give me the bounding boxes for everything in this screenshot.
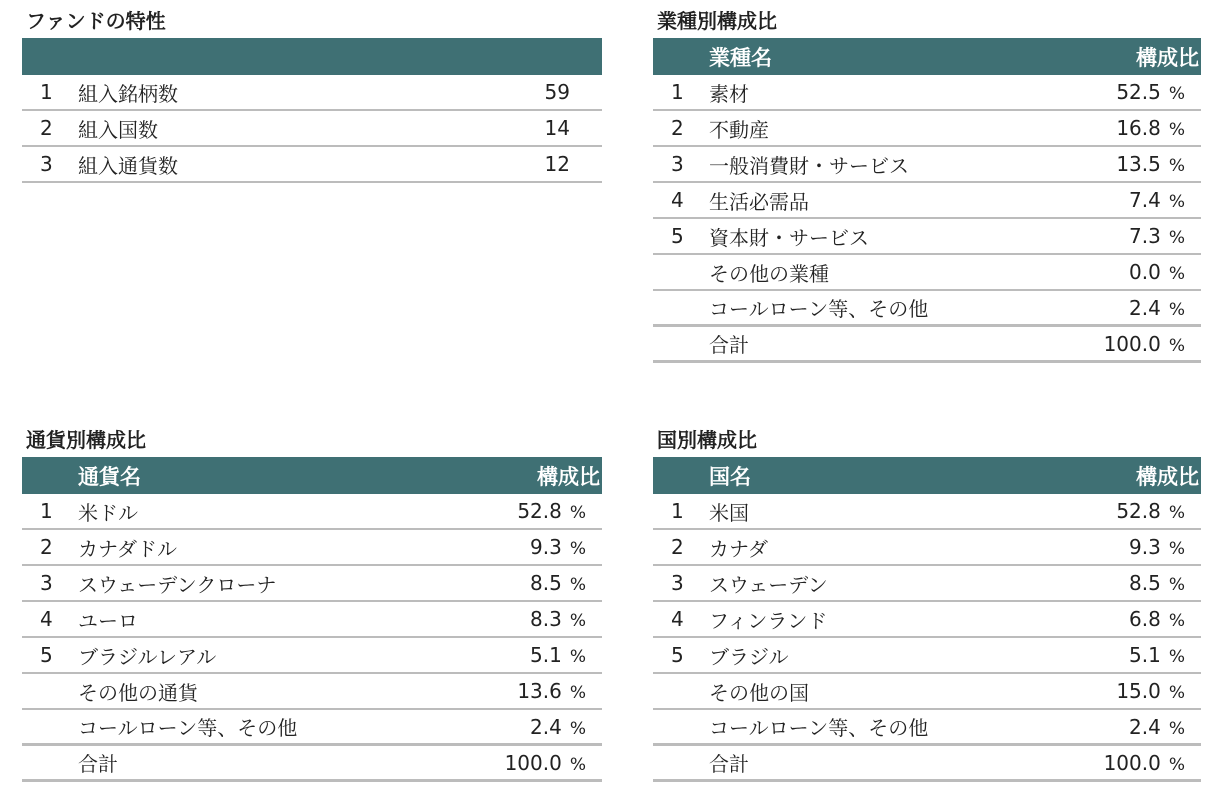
row-name: 組入通貨数 [78, 153, 178, 178]
row-number: 2 [40, 116, 53, 140]
row-name: その他の業種 [709, 261, 829, 286]
row-number: 1 [40, 499, 53, 523]
fund-features-title: ファンドの特性 [26, 9, 166, 33]
row-value: 100.0 % [504, 750, 586, 775]
table-row [22, 147, 602, 183]
row-name: カナダ [709, 536, 768, 561]
row-value: 5.1 % [1129, 643, 1185, 667]
table-row [22, 674, 602, 710]
table-row [653, 75, 1201, 111]
row-name: 組入銘柄数 [78, 81, 178, 106]
industry-panel [653, 4, 1201, 363]
row-value: 52.8 % [1116, 499, 1185, 523]
table-row [653, 566, 1201, 602]
row-name: 米国 [709, 500, 749, 525]
row-name: コールローン等、その他 [78, 716, 298, 740]
row-value: 13.6 % [517, 679, 586, 703]
row-number: 3 [671, 571, 684, 595]
table-row [22, 530, 602, 566]
table-row [653, 674, 1201, 710]
fund-features-panel [22, 4, 602, 183]
row-name: ユーロ [78, 608, 138, 633]
row-name: ブラジルレアル [78, 644, 217, 669]
row-name: 素材 [709, 81, 749, 106]
table-row [653, 638, 1201, 674]
row-number: 4 [671, 188, 684, 212]
row-number: 4 [671, 607, 684, 631]
row-value: 2.4 % [1129, 714, 1185, 739]
row-value: 52.8 % [517, 499, 586, 523]
row-name: フィンランド [709, 608, 828, 633]
total-row [653, 327, 1201, 363]
row-value: 52.5 % [1116, 80, 1185, 104]
row-number: 2 [40, 535, 53, 559]
row-value: 7.4 % [1129, 188, 1185, 212]
row-number: 4 [40, 607, 53, 631]
table-row [653, 183, 1201, 219]
table-row [22, 566, 602, 602]
row-name: その他の国 [709, 680, 809, 705]
row-name: 合計 [78, 752, 118, 776]
row-number: 2 [671, 535, 684, 559]
row-value: 8.3 % [530, 607, 586, 631]
row-value: 2.4 % [530, 714, 586, 739]
row-number: 1 [40, 80, 53, 104]
header-name: 国名 [709, 464, 751, 489]
row-value: 9.3 % [530, 535, 586, 559]
row-name: 生活必需品 [709, 189, 809, 214]
header-name: 業種名 [709, 45, 772, 70]
table-row [653, 530, 1201, 566]
row-value: 100.0 % [1103, 750, 1185, 775]
total-row [22, 746, 602, 782]
row-name: スウェーデンクローナ [78, 572, 277, 597]
row-value: 14 [544, 116, 570, 140]
row-value: 59 [544, 80, 570, 104]
country-title: 国別構成比 [657, 428, 757, 452]
industry-header [653, 38, 1201, 75]
industry-title: 業種別構成比 [657, 9, 777, 33]
row-value: 16.8 % [1116, 116, 1185, 140]
row-value: 9.3 % [1129, 535, 1185, 559]
row-number: 3 [40, 571, 53, 595]
fund-features-header [22, 38, 602, 75]
row-number: 5 [671, 224, 684, 248]
row-value: 100.0 % [1103, 331, 1185, 356]
row-value: 12 [544, 152, 570, 176]
row-number: 5 [40, 643, 53, 667]
row-value: 8.5 % [1129, 571, 1185, 595]
row-value: 13.5 % [1116, 152, 1185, 176]
table-row [653, 710, 1201, 746]
row-name: 不動産 [709, 117, 769, 142]
header-ratio: 構成比 [1136, 464, 1199, 489]
row-number: 5 [671, 643, 684, 667]
row-value: 6.8 % [1129, 607, 1185, 631]
currency-title: 通貨別構成比 [26, 428, 146, 452]
row-name: コールローン等、その他 [709, 297, 929, 321]
table-row [22, 75, 602, 111]
row-name: 合計 [709, 333, 749, 357]
table-row [653, 494, 1201, 530]
row-name: ブラジル [709, 644, 789, 669]
header-ratio: 構成比 [1136, 45, 1199, 70]
table-row [653, 111, 1201, 147]
row-name: その他の通貨 [78, 680, 198, 705]
table-row [22, 638, 602, 674]
currency-panel [22, 423, 602, 782]
row-number: 2 [671, 116, 684, 140]
row-name: 組入国数 [78, 117, 158, 142]
table-row [653, 602, 1201, 638]
table-row [653, 219, 1201, 255]
table-row [653, 291, 1201, 327]
row-name: 米ドル [78, 500, 138, 525]
country-panel [653, 423, 1201, 782]
row-number: 1 [671, 499, 684, 523]
header-name: 通貨名 [78, 464, 141, 489]
table-row [653, 147, 1201, 183]
country-header [653, 457, 1201, 494]
table-row [22, 602, 602, 638]
row-name: スウェーデン [709, 572, 828, 597]
row-value: 2.4 % [1129, 295, 1185, 320]
total-row [653, 746, 1201, 782]
row-name: 一般消費財・サービス [709, 153, 909, 178]
table-row [653, 255, 1201, 291]
row-value: 0.0 % [1129, 260, 1185, 284]
row-value: 15.0 % [1116, 679, 1185, 703]
table-row [22, 111, 602, 147]
row-name: カナダドル [78, 536, 177, 561]
row-name: 合計 [709, 752, 749, 776]
table-row [22, 710, 602, 746]
header-ratio: 構成比 [537, 464, 600, 489]
row-name: コールローン等、その他 [709, 716, 929, 740]
row-value: 5.1 % [530, 643, 586, 667]
currency-header [22, 457, 602, 494]
row-value: 8.5 % [530, 571, 586, 595]
row-number: 3 [671, 152, 684, 176]
row-value: 7.3 % [1129, 224, 1185, 248]
row-number: 1 [671, 80, 684, 104]
row-number: 3 [40, 152, 53, 176]
row-name: 資本財・サービス [709, 225, 869, 250]
table-row [22, 494, 602, 530]
